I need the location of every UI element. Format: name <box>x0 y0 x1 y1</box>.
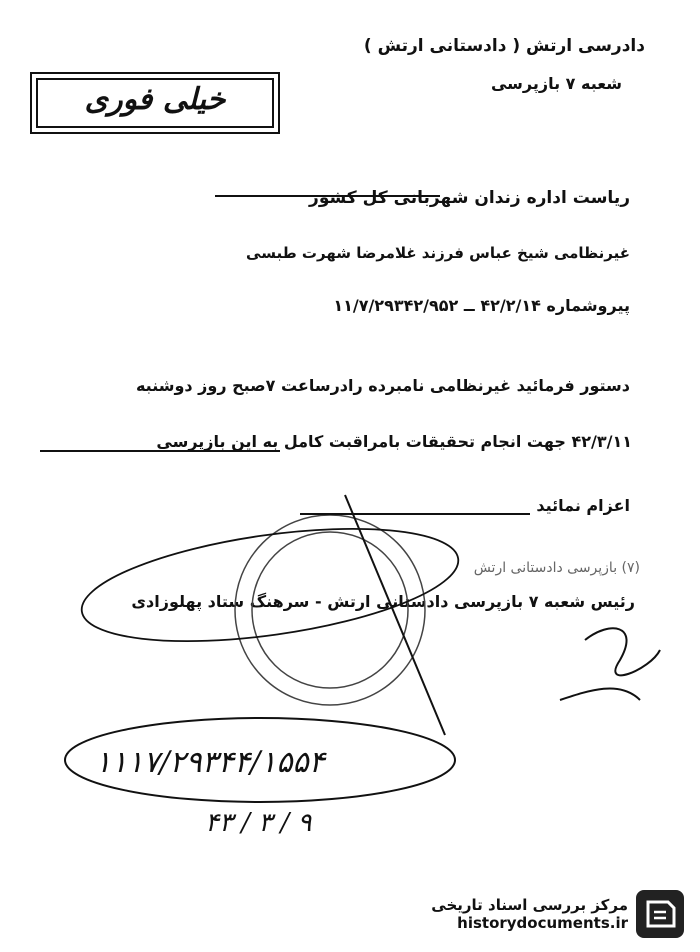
handwritten-number: ۱۱۱۷/۲۹۳۴۴/۱۵۵۴ <box>95 745 325 780</box>
signature-line: رئیس شعبه ۷ بازپرسی دادستانی ارتش - سرهنگ ستاد پهلوزادی <box>131 592 635 611</box>
header-line-1: دادرسی ارتش ( دادستانی ارتش ) <box>363 36 645 56</box>
header-line-2: شعبه ۷ بازپرسی <box>490 74 622 93</box>
round-seal <box>235 515 425 705</box>
archive-logo-icon <box>634 888 686 940</box>
recipient-line: ریاست اداره زندان شهربانی کل کشور <box>309 188 630 208</box>
footer-site: historydocuments.ir <box>457 914 628 932</box>
urgent-stamp-text: خیلی فوری <box>84 82 226 117</box>
handwritten-date: ۹ / ۳ / ۴۳ <box>205 808 312 838</box>
oval-scribble <box>75 509 465 661</box>
faint-stamp-text: (۷) بازپرسی دادستانی ارتش <box>473 560 640 576</box>
footer-org: مرکز بررسی اسناد تاریخی <box>431 896 628 914</box>
closing-line: اعزام نمائید <box>536 496 630 515</box>
footer-watermark <box>431 896 628 932</box>
instruction-continuation-line: ۴۲/۳/۱۱ جهت انجام تحقیقات بامراقبت کامل به این بازپرسی <box>156 432 632 451</box>
subject-line: غیرنظامی شیخ عباس فرزند غلامرضا شهرت طبسی <box>246 244 630 262</box>
signature-flourish <box>560 628 660 700</box>
file-number-line: پیروشماره ۴۲/۲/۱۴ ــ ۱۱/۷/۲۹۳۴۲/۹۵۲ <box>333 296 630 315</box>
instruction-line: دستور فرمائید غیرنظامی نامبرده رادرساعت ۷صبح روز دوشنبه <box>135 376 630 395</box>
